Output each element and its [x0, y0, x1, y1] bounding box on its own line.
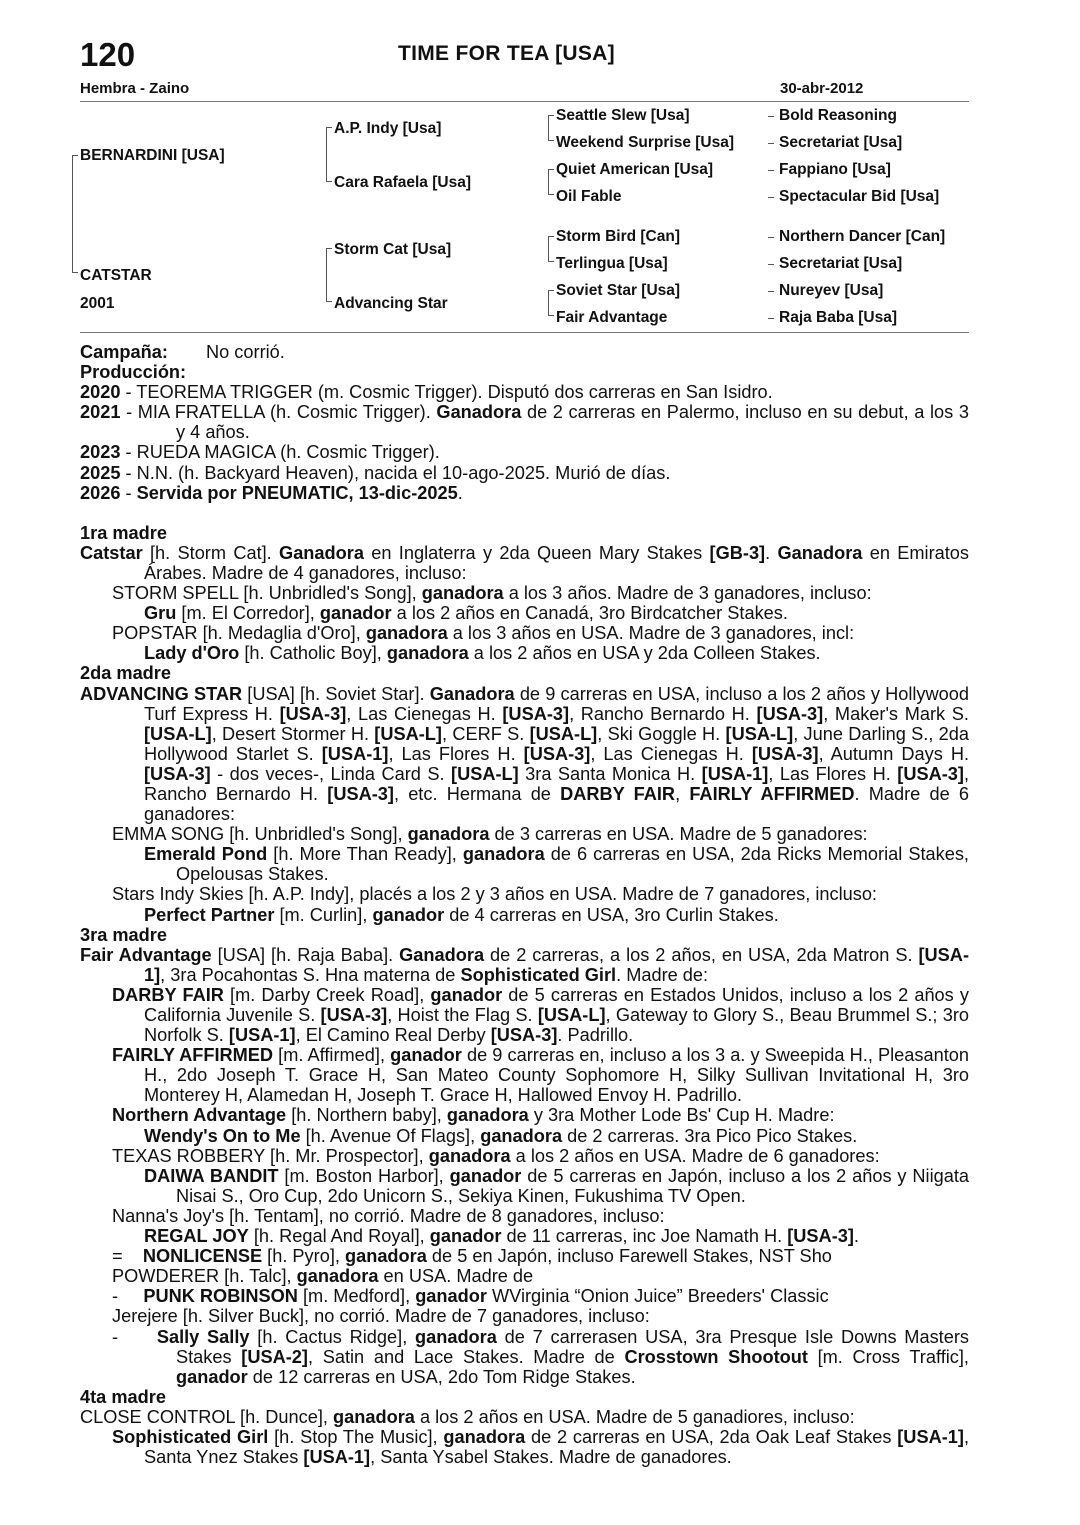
- dash-g4-7: [768, 291, 774, 292]
- sex-color: Hembra - Zaino: [80, 80, 190, 97]
- pedigree-g3-8: Fair Advantage: [556, 309, 668, 326]
- production-2020: 2020 - TEOREMA TRIGGER (m. Cosmic Trigger). Disputó dos carreras en San Isidro.: [80, 382, 773, 403]
- bracket-g3-4: [548, 290, 549, 316]
- dam-4-entry: CLOSE CONTROL [h. Dunce], ganadora a los 2 años en USA. Madre de 5 ganadiores, incluso:: [80, 1406, 855, 1427]
- pedigree-sire: BERNARDINI [USA]: [80, 147, 225, 164]
- campaign-value: No corrió.: [206, 342, 285, 362]
- dam-1-produce: POPSTAR [h. Medaglia d'Oro], ganadora a los 3 años en USA. Madre de 3 ganadores, incl:: [112, 623, 855, 644]
- dash-g4-1: [768, 116, 774, 117]
- bracket-dam: [326, 248, 327, 302]
- dam-3-grandproduce: REGAL JOY [h. Regal And Royal], ganador de 11 carreras, inc Joe Namath H. [USA-3].: [144, 1226, 859, 1247]
- dam-3-produce: Northern Advantage [h. Northern baby], ganadora y 3ra Mother Lode Bs' Cup H. Madre:: [112, 1105, 835, 1126]
- production-2023: 2023 - RUEDA MAGICA (h. Cosmic Trigger).: [80, 442, 440, 463]
- dash-g4-5: [768, 237, 774, 238]
- pedigree-g4-3: Fappiano [Usa]: [779, 161, 891, 178]
- dam-3-produce: DARBY FAIR [m. Darby Creek Road], ganador de 5 carreras en Estados Unidos, incluso a los 2 años y California Juvenile S. [USA-3], Hoist the Flag S. [USA-L], Gateway to Glory S., Beau Brummel S.; 3ro Norfolk S. [USA-1], El Camino Real Derby [USA-3]. Padrillo.: [112, 984, 970, 1046]
- pedigree-g4-2: Secretariat [Usa]: [779, 134, 903, 151]
- dash-g4-6: [768, 264, 774, 265]
- pedigree-g3-7: Soviet Star [Usa]: [556, 282, 681, 299]
- dam-3-grandproduce: = NONLICENSE [h. Pyro], ganadora de 5 en Japón, incluso Farewell Stakes, NST Sho: [112, 1246, 832, 1267]
- dam-2-grandproduce: Perfect Partner [m. Curlin], ganador de 4 carreras en USA, 3ro Curlin Stakes.: [144, 904, 779, 925]
- pedigree-sire-dam: Cara Rafaela [Usa]: [334, 174, 471, 191]
- dam-3-produce: TEXAS ROBBERY [h. Mr. Prospector], ganadora a los 2 años en USA. Madre de 6 ganadores:: [112, 1145, 880, 1166]
- birth-date: 30-abr-2012: [780, 80, 864, 97]
- section-1ra-madre: 1ra madre: [80, 522, 167, 543]
- pedigree-dam: CATSTAR: [80, 267, 152, 284]
- top-rule: [80, 101, 969, 102]
- catalog-body: [80, 342, 969, 1467]
- dash-g4-2: [768, 143, 774, 144]
- dam-3-produce: Nanna's Joy's [h. Tentam], no corrió. Madre de 8 ganadores, incluso:: [112, 1205, 665, 1226]
- section-3ra-madre: 3ra madre: [80, 924, 167, 945]
- dam-3-grandproduce: DAIWA BANDIT [m. Boston Harbor], ganador de 5 carreras en Japón, incluso a los 2 años y Niigata Nisai S., Oro Cup, 2do Unicorn S., Sekiya Kinen, Fukushima TV Open.: [144, 1165, 970, 1206]
- production-label: Producción:: [80, 362, 187, 383]
- pedigree-g4-4: Spectacular Bid [Usa]: [779, 188, 940, 205]
- section-2da-madre: 2da madre: [80, 663, 171, 684]
- dam-2-entry: ADVANCING STAR [USA] [h. Soviet Star]. Ganadora de 9 carreras en USA, incluso a los 2 años y Hollywood Turf Express H. [USA-3], Las Cienegas H. [USA-3], Rancho Bernardo H. [USA-3], Maker's Mark S. [USA-L], Desert Stormer H. [USA-L], CERF S. [USA-L], Ski Goggle H. [USA-L], June Darling S., 2da Hollywood Starlet S. [USA-1], Las Flores H. [USA-3], Las Cienegas H. [USA-3], Autumn Days H. [USA-3] - dos veces-, Linda Card S. [USA-L] 3ra Santa Monica H. [USA-1], Las Flores H. [USA-3], Rancho Bernardo H. [USA-3], etc. Hermana de DARBY FAIR, FAIRLY AFFIRMED. Madre de 6 ganadores:: [80, 683, 970, 825]
- horse-name-title: TIME FOR TEA [USA]: [398, 42, 615, 65]
- dam-3-grandproduce: Wendy's On to Me [h. Avenue Of Flags], ganadora de 2 carreras. 3ra Pico Pico Stakes.: [144, 1125, 858, 1146]
- dam-3-grandproduce: - PUNK ROBINSON [m. Medford], ganador WVirginia “Onion Juice” Breeders' Classic: [112, 1286, 829, 1307]
- pedigree-g3-4: Oil Fable: [556, 188, 622, 205]
- production-2026: 2026 - Servida por PNEUMATIC, 13-dic-2025.: [80, 482, 463, 503]
- page-number: 120: [80, 36, 136, 73]
- pedigree-g3-3: Quiet American [Usa]: [556, 161, 714, 178]
- bracket-g3-3: [548, 236, 549, 262]
- dash-g4-3: [768, 170, 774, 171]
- pedigree-g3-5: Storm Bird [Can]: [556, 228, 680, 245]
- pedigree-g4-7: Nureyev [Usa]: [779, 282, 884, 299]
- dam-3-grandproduce: Jerejere [h. Silver Buck], no corrió. Madre de 7 ganadores, incluso:: [112, 1306, 650, 1327]
- bracket-g3-1: [548, 115, 549, 141]
- dash-g4-8: [768, 318, 774, 319]
- dam-1-grandproduce: Gru [m. El Corredor], ganador a los 2 años en Canadá, 3ro Birdcatcher Stakes.: [144, 603, 788, 624]
- dam-3-entry: Fair Advantage [USA] [h. Raja Baba]. Ganadora de 2 carreras, a los 2 años, en USA, 2da Matron S. [USA-1], 3ra Pocahontas S. Hna materna de Sophisticated Girl. Madre de:: [80, 944, 969, 985]
- dam-1-grandproduce: Lady d'Oro [h. Catholic Boy], ganadora a los 2 años en USA y 2da Colleen Stakes.: [144, 643, 821, 664]
- pedigree-g4-8: Raja Baba [Usa]: [779, 309, 898, 326]
- pedigree-g3-1: Seattle Slew [Usa]: [556, 107, 690, 124]
- pedigree-dam-dam: Advancing Star: [334, 295, 448, 312]
- pedigree-dam-year: 2001: [80, 295, 115, 312]
- dam-1-entry: Catstar [h. Storm Cat]. Ganadora en Inglaterra y 2da Queen Mary Stakes [GB-3]. Ganadora en Emiratos Árabes. Madre de 4 ganadores, incluso:: [80, 542, 970, 583]
- bracket-sire: [326, 127, 327, 182]
- dam-2-produce: Stars Indy Skies [h. A.P. Indy], placés a los 2 y 3 años en USA. Madre de 7 ganadores, incluso:: [112, 884, 877, 905]
- pedigree-g4-6: Secretariat [Usa]: [779, 255, 903, 272]
- pedigree-dam-sire: Storm Cat [Usa]: [334, 241, 452, 258]
- pedigree-g3-2: Weekend Surprise [Usa]: [556, 134, 735, 151]
- bracket-g3-2: [548, 169, 549, 195]
- bracket-parents: [72, 155, 73, 273]
- dash-g4-4: [768, 197, 774, 198]
- pedigree-bottom-rule: [80, 332, 969, 333]
- dam-2-produce: EMMA SONG [h. Unbridled's Song], ganadora de 3 carreras en USA. Madre de 5 ganadores:: [112, 824, 868, 845]
- dam-3-produce: FAIRLY AFFIRMED [m. Affirmed], ganador de 9 carreras en, incluso a los 3 a. y Sweepida H., Pleasanton H., 2do Joseph T. Grace H, San Mateo County Sophomore H, Silky Sullivan Invitational H, 3ro Monterey H, Alamedan H, Joseph T. Grace H, Hallowed Envoy H. Padrillo.: [112, 1045, 969, 1106]
- dam-3-grandproduce: POWDERER [h. Talc], ganadora en USA. Madre de: [112, 1266, 534, 1287]
- section-4ta-madre: 4ta madre: [80, 1386, 166, 1407]
- dam-4-produce: Sophisticated Girl [h. Stop The Music], ganadora de 2 carreras en USA, 2da Oak Leaf Stakes [USA-1], Santa Ynez Stakes [USA-1], Santa Ysabel Stakes. Madre de ganadores.: [112, 1426, 969, 1468]
- dam-2-grandproduce: Emerald Pond [h. More Than Ready], ganadora de 6 carreras en USA, 2da Ricks Memorial Stakes, Opelousas Stakes.: [144, 844, 969, 885]
- production-2021: 2021 - MIA FRATELLA (h. Cosmic Trigger). Ganadora de 2 carreras en Palermo, incluso en su debut, a los 3 y 4 años.: [80, 402, 969, 443]
- dam-1-produce: STORM SPELL [h. Unbridled's Song], ganadora a los 3 años. Madre de 3 ganadores, incluso:: [112, 583, 872, 604]
- pedigree-sire-sire: A.P. Indy [Usa]: [334, 120, 442, 137]
- production-2025: 2025 - N.N. (h. Backyard Heaven), nacida el 10-ago-2025. Murió de días.: [80, 462, 671, 483]
- pedigree-g3-6: Terlingua [Usa]: [556, 255, 668, 272]
- pedigree-g4-1: Bold Reasoning: [779, 107, 897, 124]
- dam-3-grandproduce: - Sally Sally [h. Cactus Ridge], ganadora de 7 carrerasen USA, 3ra Presque Isle Downs Masters Stakes [USA-2], Satin and Lace Stakes. Madre de Crosstown Shootout [m. Cross Traffic], ganador de 12 carreras en USA, 2do Tom Ridge Stakes.: [112, 1326, 969, 1387]
- pedigree-g4-5: Northern Dancer [Can]: [779, 228, 946, 245]
- campaign-label: Campaña:: [80, 342, 168, 362]
- campaign-line: [80, 342, 969, 362]
